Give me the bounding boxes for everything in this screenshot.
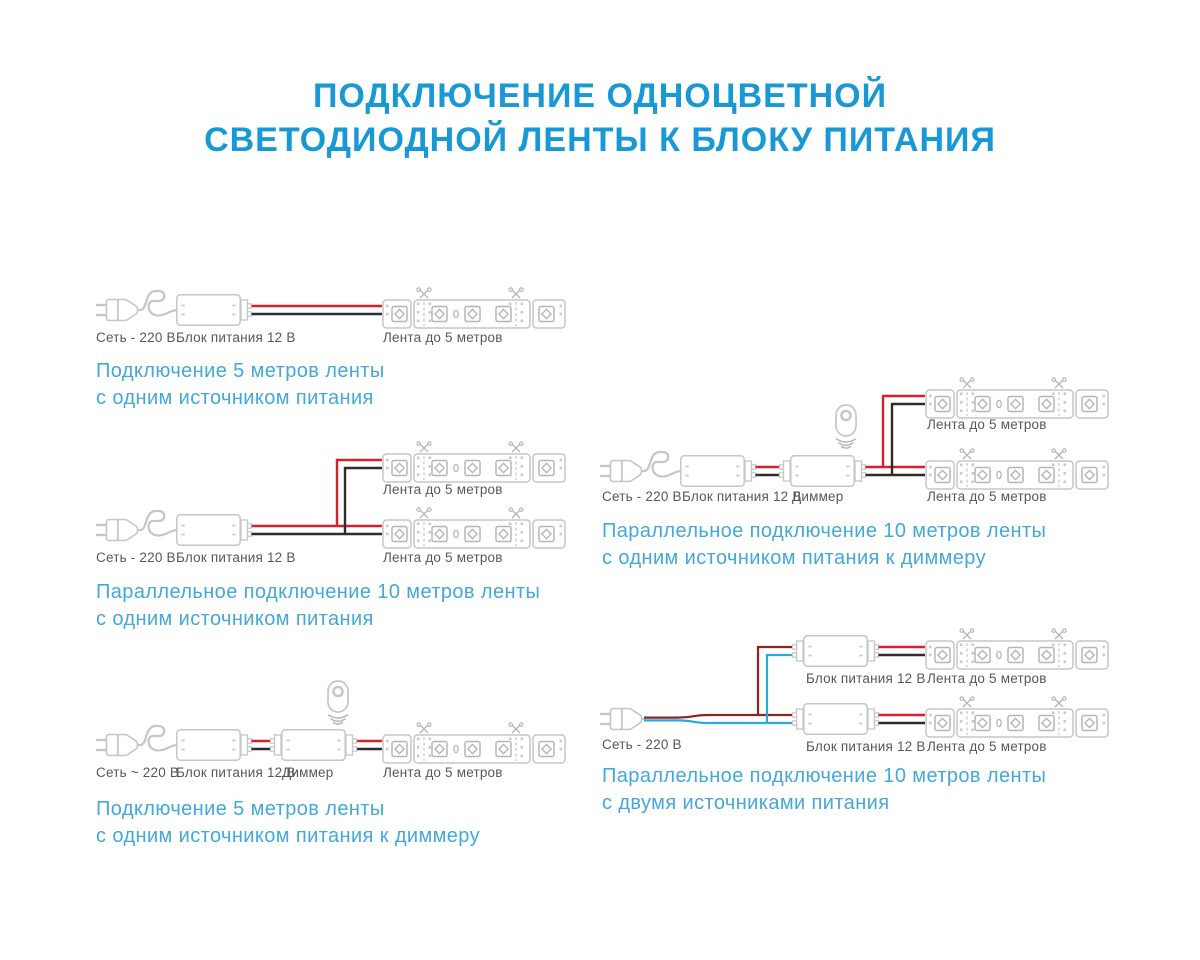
psu-box xyxy=(177,295,240,325)
dimmer-box xyxy=(282,730,345,760)
terminal-block xyxy=(855,461,866,481)
led-strip-icon xyxy=(926,449,1108,489)
strip-label: Лента до 5 метров xyxy=(927,671,1047,686)
strip-label: Лента до 5 метров xyxy=(383,765,503,780)
plug-icon xyxy=(600,452,680,482)
caption-line-2: с двумя источниками питания xyxy=(602,792,890,814)
terminal-block xyxy=(868,709,879,729)
diagram-caption xyxy=(96,579,540,633)
title-line-1: ПОДКЛЮЧЕНИЕ ОДНОЦВЕТНОЙ xyxy=(312,77,888,115)
caption-line-1: Параллельное подключение 10 метров ленты xyxy=(96,581,541,603)
led-strip-icon xyxy=(383,288,565,328)
wire-red xyxy=(866,396,926,467)
terminal-block xyxy=(780,461,791,481)
terminal-block xyxy=(793,709,804,729)
diagram-caption xyxy=(96,358,385,412)
led-strip-icon xyxy=(383,508,565,548)
psu-label: Блок питания 12 В xyxy=(682,489,802,504)
psu-label: Блок питания 12 В xyxy=(806,671,926,686)
psu-box xyxy=(177,515,240,545)
wire-live-brown xyxy=(644,647,793,718)
diagram-caption xyxy=(602,518,1046,572)
diagram-5m-one-psu xyxy=(96,288,565,328)
led-strip-icon xyxy=(926,629,1108,669)
terminal-block xyxy=(241,735,252,755)
title-line-2: СВЕТОДИОДНОЙ ЛЕНТЫ К БЛОКУ ПИТАНИЯ xyxy=(204,121,996,159)
mains-label: Сеть - 220 В xyxy=(602,489,682,504)
remote-icon xyxy=(836,405,856,448)
terminal-block xyxy=(241,520,252,540)
wire-black xyxy=(252,468,383,534)
psu-box xyxy=(681,456,744,486)
dimmer-box xyxy=(791,456,854,486)
caption-line-1: Подключение 5 метров ленты xyxy=(96,798,385,820)
diagram-5m-one-psu-dimmer xyxy=(96,681,565,763)
plug-icon xyxy=(96,291,176,321)
psu-box xyxy=(804,704,867,734)
strip-label: Лента до 5 метров xyxy=(383,330,503,345)
psu-label: Блок питания 12 В xyxy=(176,330,296,345)
terminal-block xyxy=(241,300,252,320)
mains-label: Сеть ~ 220 В xyxy=(96,765,180,780)
diagram-10m-parallel-one-psu-dimmer xyxy=(600,378,1108,489)
strip-label: Лента до 5 метров xyxy=(927,417,1047,432)
caption-line-1: Параллельное подключение 10 метров ленты xyxy=(602,765,1047,787)
strip-label: Лента до 5 метров xyxy=(383,482,503,497)
psu-label: Блок питания 12 В xyxy=(176,765,296,780)
terminal-block xyxy=(271,735,282,755)
led-strip-icon xyxy=(926,697,1108,737)
mains-label: Сеть - 220 В xyxy=(602,737,682,752)
led-strip-icon xyxy=(383,442,565,482)
plug-icon xyxy=(600,709,646,730)
psu-label: Блок питания 12 В xyxy=(176,550,296,565)
wire-black xyxy=(866,404,926,475)
mains-label: Сеть - 220 В xyxy=(96,330,176,345)
strip-label: Лента до 5 метров xyxy=(383,550,503,565)
wire-neutral-blue xyxy=(644,655,793,723)
psu-box xyxy=(177,730,240,760)
psu-label: Блок питания 12 В xyxy=(806,739,926,754)
strip-label: Лента до 5 метров xyxy=(927,739,1047,754)
plug-icon xyxy=(96,726,176,756)
caption-line-1: Параллельное подключение 10 метров ленты xyxy=(602,520,1047,542)
strip-label: Лента до 5 метров xyxy=(927,489,1047,504)
dimmer-label: Диммер xyxy=(282,765,334,780)
wire-red xyxy=(252,460,383,526)
remote-icon xyxy=(328,681,348,724)
terminal-block xyxy=(868,641,879,661)
plug-icon xyxy=(96,511,176,541)
terminal-block xyxy=(793,641,804,661)
mains-label: Сеть - 220 В xyxy=(96,550,176,565)
caption-line-2: с одним источником питания xyxy=(96,608,374,630)
diagram-caption xyxy=(602,763,1046,817)
led-strip-icon xyxy=(926,378,1108,418)
psu-box xyxy=(804,636,867,666)
terminal-block xyxy=(745,461,756,481)
led-strip-icon xyxy=(383,723,565,763)
diagram-caption xyxy=(96,796,480,850)
caption-line-2: с одним источником питания xyxy=(96,387,374,409)
caption-line-2: с одним источником питания к диммеру xyxy=(96,825,480,847)
dimmer-label: Диммер xyxy=(792,489,844,504)
caption-line-2: с одним источником питания к диммеру xyxy=(602,547,986,569)
caption-line-1: Подключение 5 метров ленты xyxy=(96,360,385,382)
terminal-block xyxy=(346,735,357,755)
